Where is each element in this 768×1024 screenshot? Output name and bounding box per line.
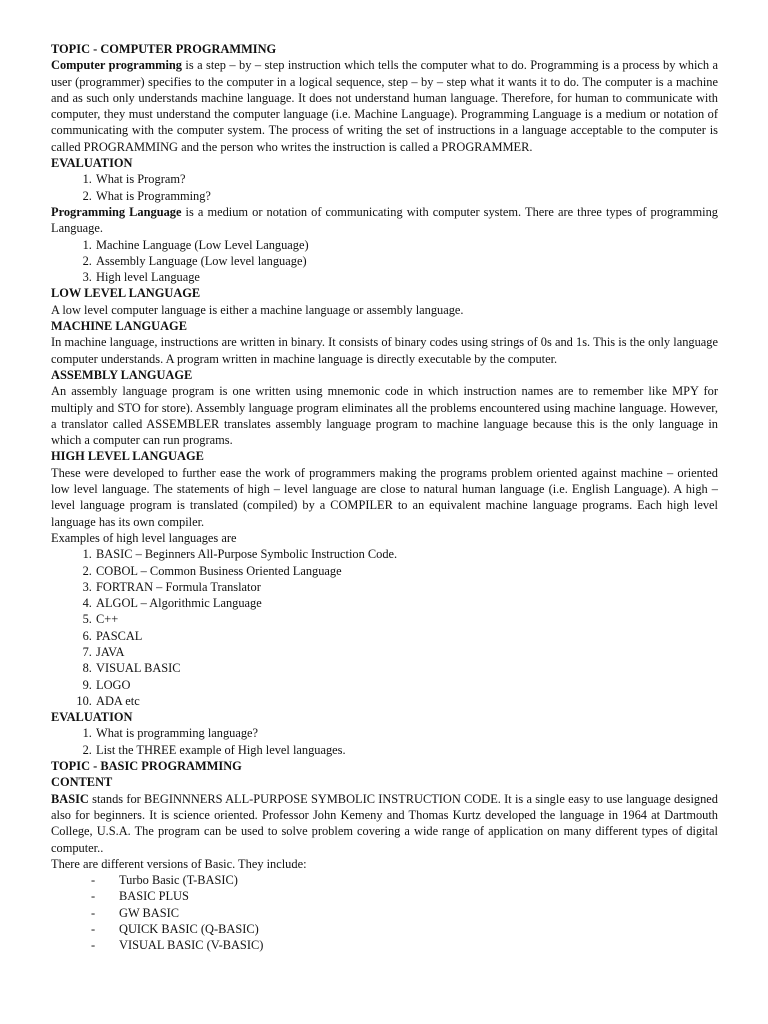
list-item: - VISUAL BASIC (V-BASIC) xyxy=(91,937,718,953)
list-item: 6. PASCAL xyxy=(95,628,718,644)
versions-label: There are different versions of Basic. They include: xyxy=(51,856,307,871)
basic-term: BASIC xyxy=(51,791,89,806)
evaluation-heading: EVALUATION xyxy=(51,156,133,171)
list-item: 5. C++ xyxy=(95,611,718,627)
evaluation-heading: EVALUATION xyxy=(51,710,133,725)
machine-language-heading: MACHINE LANGUAGE xyxy=(51,319,187,334)
list-item: 3. FORTRAN – Formula Translator xyxy=(95,579,718,595)
examples-list xyxy=(51,546,718,709)
list-item: 2. What is Programming? xyxy=(95,188,718,204)
low-level-paragraph: A low level computer language is either a machine language or assembly language. xyxy=(51,302,464,317)
list-item: 4. ALGOL – Algorithmic Language xyxy=(95,595,718,611)
low-level-heading: LOW LEVEL LANGUAGE xyxy=(51,286,201,301)
content-heading: CONTENT xyxy=(51,775,113,790)
document-page xyxy=(51,41,718,954)
list-item: 2. List the THREE example of High level languages. xyxy=(95,742,718,758)
high-level-heading: HIGH LEVEL LANGUAGE xyxy=(51,449,204,464)
list-item: 7. JAVA xyxy=(95,644,718,660)
language-types-list xyxy=(51,237,718,286)
intro-paragraph xyxy=(51,57,718,155)
list-item: - QUICK BASIC (Q-BASIC) xyxy=(91,921,718,937)
pl-term: Programming Language xyxy=(51,204,182,219)
pl-text: is a medium or notation of communicating with computer system. There are three types of programming Language. xyxy=(51,204,719,236)
list-item: 1. What is programming language? xyxy=(95,725,718,741)
intro-term: Computer programming xyxy=(51,58,182,73)
programming-language-paragraph xyxy=(51,204,718,237)
list-item: - BASIC PLUS xyxy=(91,888,718,904)
list-item: 3. High level Language xyxy=(95,269,718,285)
basic-paragraph xyxy=(51,791,718,856)
list-item: 2. Assembly Language (Low level language) xyxy=(95,253,718,269)
evaluation-list xyxy=(51,725,718,758)
evaluation-list xyxy=(51,171,718,204)
examples-label: Examples of high level languages are xyxy=(51,530,237,545)
high-level-paragraph: These were developed to further ease the work of programmers making the programs problem oriented against machine – oriented low level language. The statements of high – level language are close to natural human language (i.e. English Language). A high – level language program is translated (compiled) by a COMPILER to an equivalent machine language programs. Each high level language has its own compiler. xyxy=(51,465,718,529)
list-item: 9. LOGO xyxy=(95,677,718,693)
assembly-language-heading: ASSEMBLY LANGUAGE xyxy=(51,367,193,382)
list-item: 2. COBOL – Common Business Oriented Language xyxy=(95,563,718,579)
machine-language-paragraph: In machine language, instructions are written in binary. It consists of binary codes using strings of 0s and 1s. This is the only language computer understands. A program written in machine language is directly executable by the computer. xyxy=(51,335,718,366)
basic-text: stands for BEGINNNERS ALL-PURPOSE SYMBOLIC INSTRUCTION CODE. It is a single easy to use language designed also for beginners. It is science oriented. Professor John Kemeny and Thomas Kurtz developed the language in 1964 at Dartmouth College, U.S.A. The program can be used to solve problem covering a wide range of application on many different types of digital computer.. xyxy=(51,791,718,855)
versions-list xyxy=(51,872,718,953)
list-item: 8. VISUAL BASIC xyxy=(95,660,718,676)
list-item: - GW BASIC xyxy=(91,905,718,921)
list-item: 1. What is Program? xyxy=(95,171,718,187)
list-item: 1. Machine Language (Low Level Language) xyxy=(95,237,718,253)
topic-heading: TOPIC - BASIC PROGRAMMING xyxy=(51,759,242,774)
intro-text: is a step – by – step instruction which tells the computer what to do. Programming is a process by which a user (programmer) specifies to the computer in a logical sequence, step – by – step what it wants it to do. The computer is a machine and as such only understands machine language. It does not understand human language. Therefore, for human to communicate with computer, they must understand the computer language (i.e. Machine Language). Programming Language is a medium or notation of communicating with the computer system. The process of writing the set of instructions in a language acceptable to the computer is called PROGRAMMING and the person who writes the instruction is called a PROGRAMMER. xyxy=(51,58,719,154)
list-item: 10. ADA etc xyxy=(95,693,718,709)
list-item: - Turbo Basic (T-BASIC) xyxy=(91,872,718,888)
assembly-language-paragraph: An assembly language program is one written using mnemonic code in which instruction names are to remember like MPY for multiply and STO for store). Assembly language program eliminates all the problems encountered using machine language. However, a translator called ASSEMBLER translates assembly language program to machine language because this is the only language in which a computer can run programs. xyxy=(51,384,718,448)
topic-heading: TOPIC - COMPUTER PROGRAMMING xyxy=(51,42,277,56)
list-item: 1. BASIC – Beginners All-Purpose Symbolic Instruction Code. xyxy=(95,546,718,562)
